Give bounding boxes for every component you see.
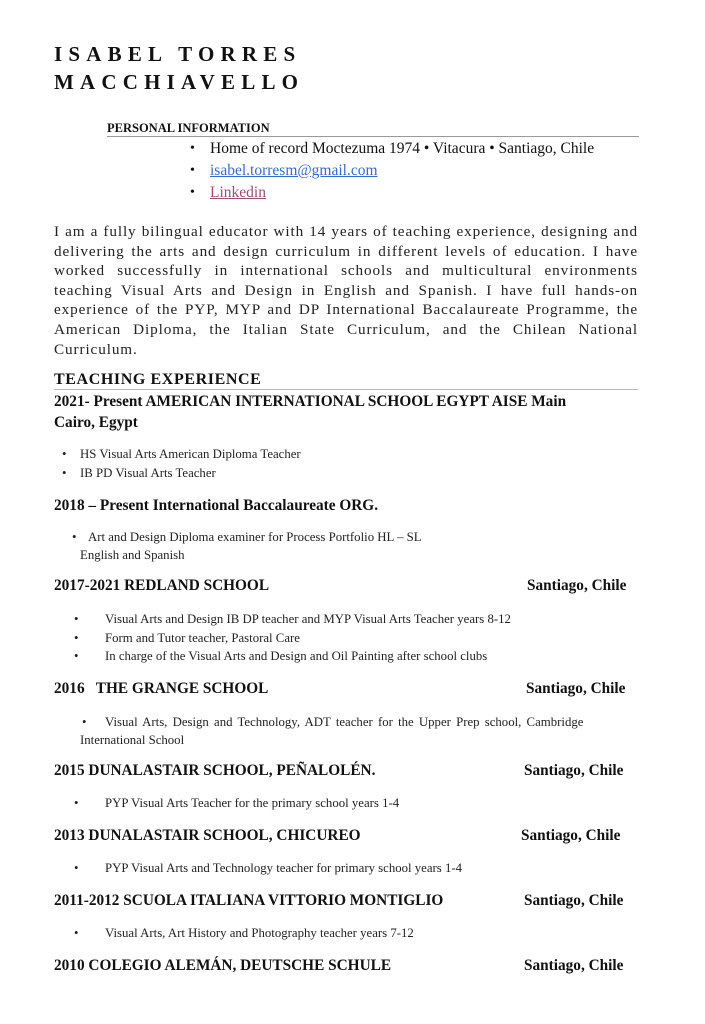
job-note: English and Spanish — [80, 548, 185, 562]
job-title-text: 2011-2012 SCUOLA ITALIANA VITTORIO MONTIGLIO — [54, 892, 444, 909]
list-item: • IB PD Visual Arts Teacher — [54, 464, 301, 483]
job-bullets — [54, 924, 414, 943]
job-title-text: 2010 COLEGIO ALEMÁN, DEUTSCHE SCHULE — [54, 957, 392, 974]
job-title — [54, 825, 638, 846]
address-item — [190, 138, 594, 160]
job-location: Santiago, Chile — [524, 957, 624, 974]
job-bullets — [54, 713, 638, 732]
list-item: • PYP Visual Arts and Technology teacher for primary school years 1-4 — [54, 859, 462, 878]
job-bullets — [54, 794, 399, 813]
linkedin-link[interactable]: Linkedin — [210, 184, 266, 201]
job-bullets — [54, 445, 301, 482]
email-item — [190, 160, 594, 182]
personal-information-heading: PERSONAL INFORMATION — [107, 121, 639, 137]
list-item: • HS Visual Arts American Diploma Teacher — [54, 445, 301, 464]
job-title — [54, 955, 638, 976]
job-title — [54, 760, 638, 781]
list-item: • Form and Tutor teacher, Pastoral Care — [54, 629, 511, 648]
name-line-2: MACCHIAVELLO — [54, 70, 305, 94]
job-location: Santiago, Chile — [524, 762, 624, 779]
job-title — [54, 890, 638, 911]
job-location: Santiago, Chile — [524, 892, 624, 909]
job-title-text: 2015 DUNALASTAIR SCHOOL, PEÑALOLÉN. — [54, 762, 376, 779]
bullet-icon: • — [74, 649, 79, 663]
candidate-name — [54, 40, 304, 96]
job-bullets — [54, 859, 462, 878]
list-item: • Visual Arts, Art History and Photography teacher years 7-12 — [54, 924, 414, 943]
job-bullets — [64, 528, 422, 547]
bullet-icon: • — [74, 630, 79, 645]
job-note: International School — [80, 733, 185, 747]
job-title — [54, 575, 638, 596]
bullet-icon: • — [74, 926, 79, 940]
bullet-icon: • — [74, 612, 79, 626]
job-title-text: 2018 – Present International Baccalaureate ORG. — [54, 497, 379, 514]
bullet-icon: • — [74, 861, 79, 875]
job-title-text: 2021- Present AMERICAN INTERNATIONAL SCHOOL EGYPT AISE Main — [54, 393, 567, 410]
job-location: Santiago, Chile — [527, 577, 627, 594]
list-item: • Art and Design Diploma examiner for Process Portfolio HL – SL — [64, 528, 422, 547]
personal-information-list — [190, 138, 594, 204]
job-title — [54, 678, 638, 699]
profile-summary: I am a fully bilingual educator with 14 years of teaching experience, designing and delivering the arts and design curriculum in different levels of education. I have worked successfully in international schools and multicultural environments teaching Visual Arts and Design in English and Spanish. I have full hands-on experience of the PYP, MYP and DP International Baccalaureate Programme, the American Diploma, the Italian State Curriculum, and the Chilean National Curriculum. — [54, 223, 638, 358]
bullet-icon: • — [82, 715, 87, 729]
bullet-icon: • — [72, 530, 77, 544]
job-title — [54, 391, 638, 433]
list-item: • Visual Arts and Design IB DP teacher and MYP Visual Arts Teacher years 8-12 — [54, 610, 511, 629]
linkedin-item — [190, 182, 594, 204]
list-item: • Visual Arts, Design and Technology, ADT teacher for the Upper Prep school, Cambridge — [54, 713, 638, 732]
job-title-text: 2013 DUNALASTAIR SCHOOL, CHICUREO — [54, 827, 361, 844]
bullet-icon: • — [62, 447, 67, 461]
job-title-text: 2016 THE GRANGE SCHOOL — [54, 680, 269, 697]
job-bullets — [54, 610, 511, 666]
job-title-text: 2017-2021 REDLAND SCHOOL — [54, 577, 270, 594]
bullet-icon: • — [62, 465, 67, 480]
list-item: • In charge of the Visual Arts and Design and Oil Painting after school clubs — [54, 647, 511, 666]
job-location: Santiago, Chile — [521, 827, 621, 844]
job-title — [54, 495, 638, 516]
job-location: Santiago, Chile — [526, 680, 626, 697]
bullet-icon: • — [74, 796, 79, 810]
email-link[interactable]: isabel.torresm@gmail.com — [210, 162, 378, 179]
teaching-experience-heading: TEACHING EXPERIENCE — [54, 371, 638, 390]
name-line-1: ISABEL TORRES — [54, 42, 302, 66]
address-text: Home of record Moctezuma 1974 • Vitacura • Santiago, Chile — [210, 140, 595, 157]
list-item: • PYP Visual Arts Teacher for the primary school years 1-4 — [54, 794, 399, 813]
bullet-icon: • — [190, 141, 195, 156]
job-title-location: Cairo, Egypt — [54, 414, 138, 431]
bullet-icon: • — [190, 163, 195, 178]
bullet-icon: • — [190, 185, 195, 200]
